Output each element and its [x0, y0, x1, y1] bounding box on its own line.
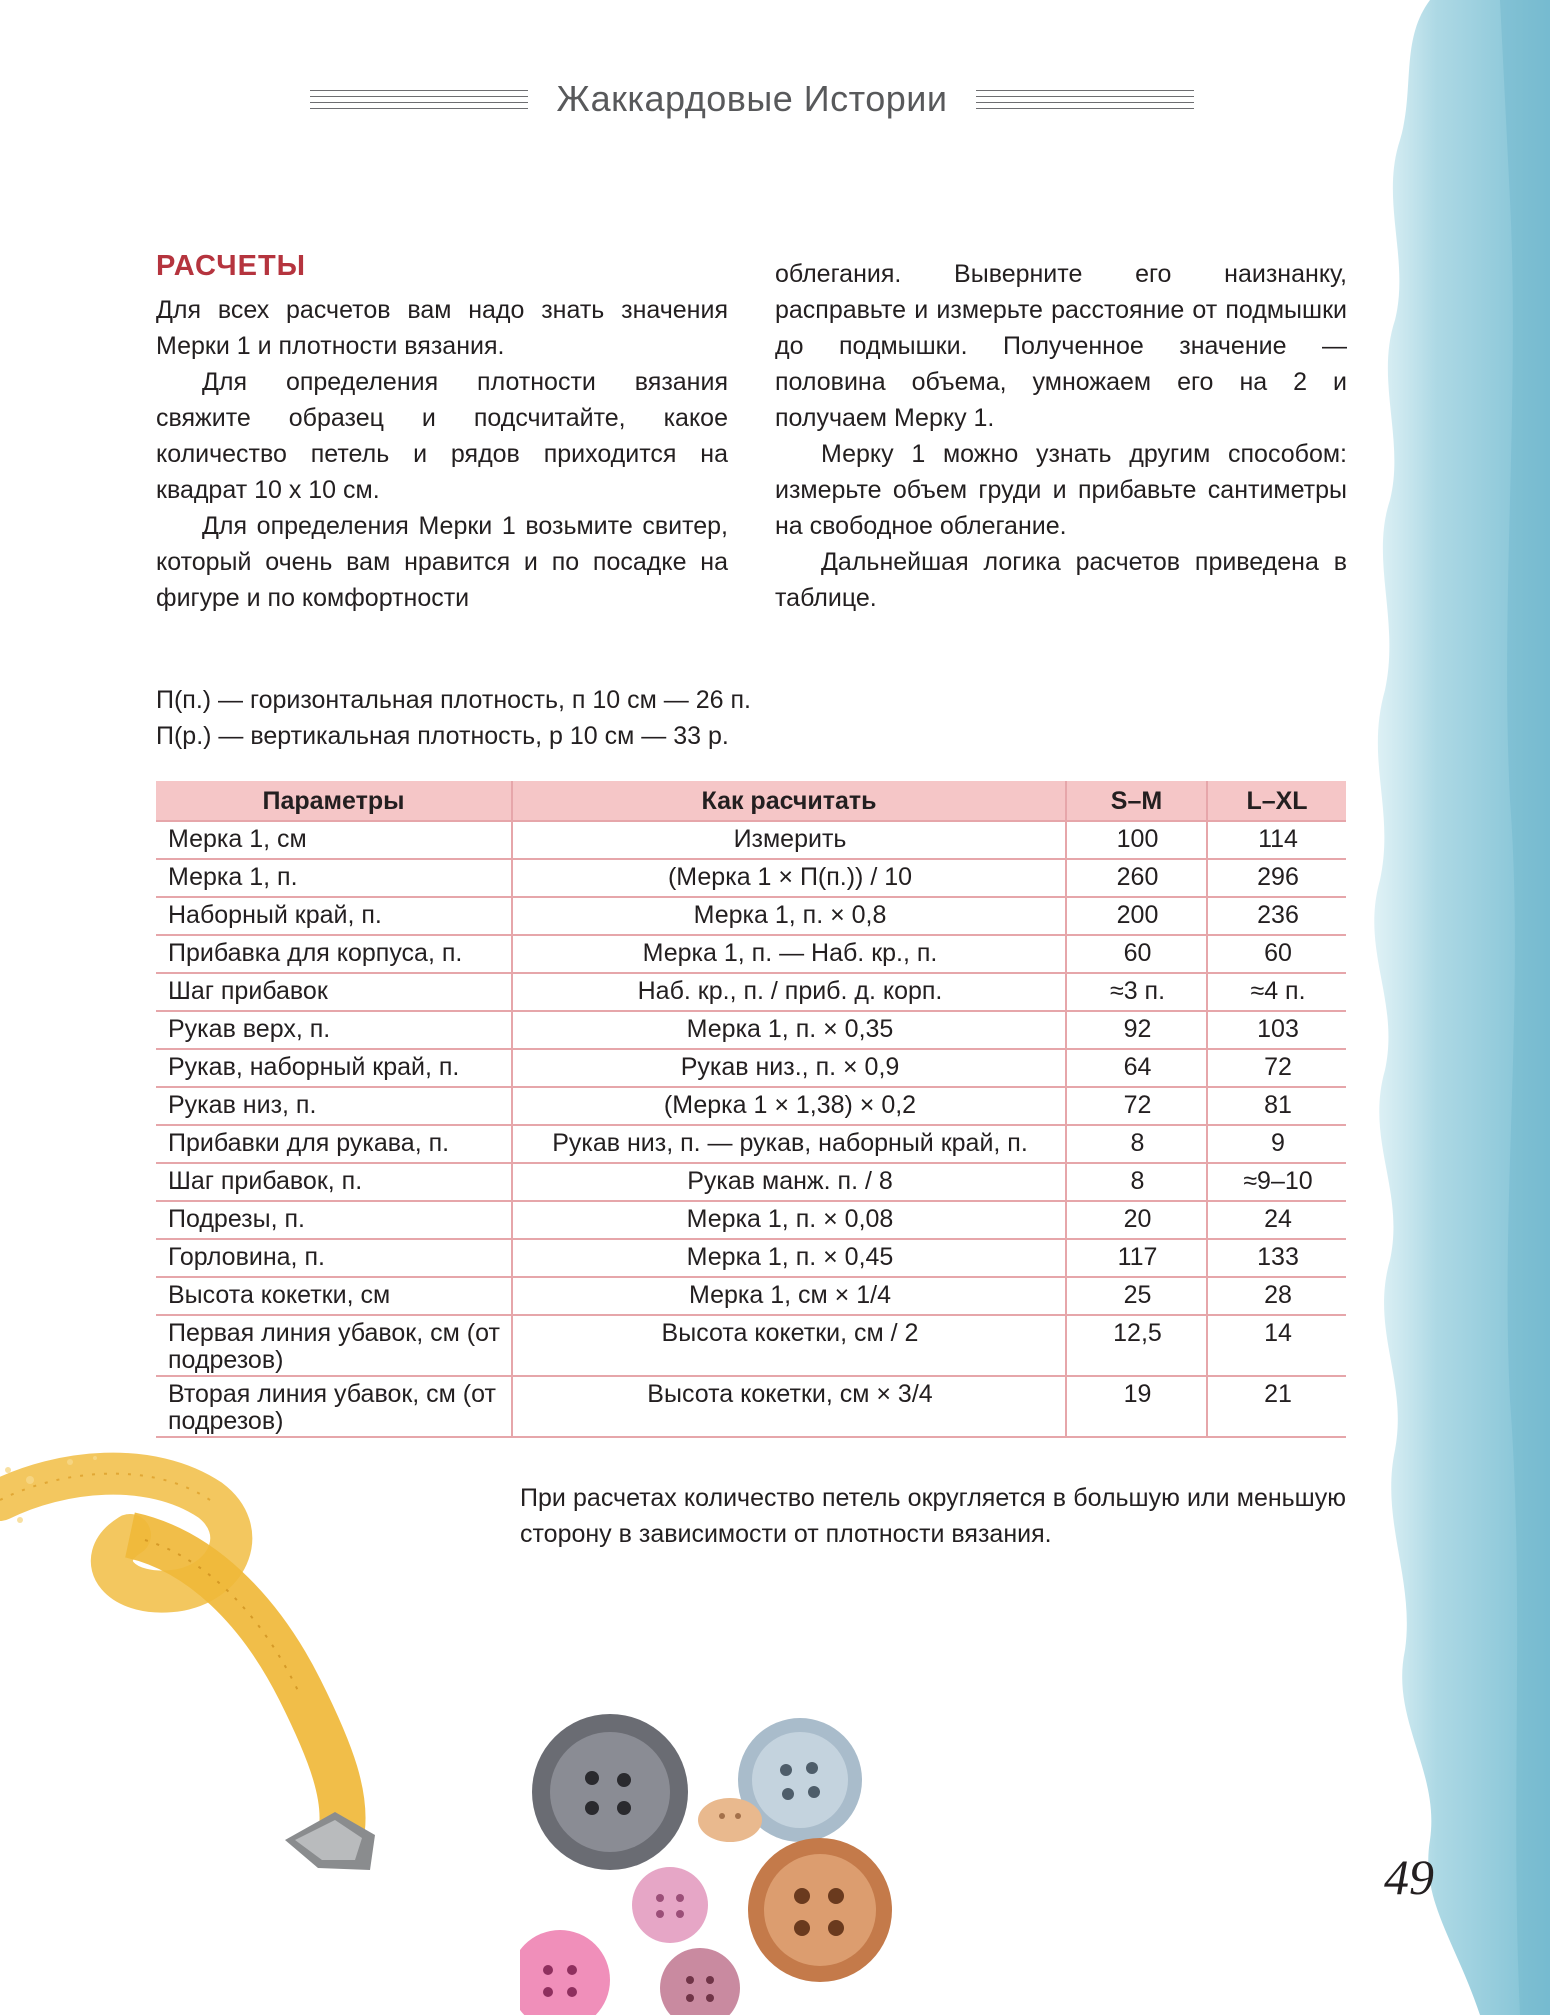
mauve-button [660, 1948, 740, 2015]
formula-cell: Мерка 1, п. — Наб. кр., п. [512, 935, 1066, 973]
size-l-xl-cell: 133 [1207, 1239, 1346, 1277]
size-l-xl-cell: 114 [1207, 821, 1346, 859]
size-s-m-cell: 8 [1066, 1125, 1207, 1163]
parameter-cell: Подрезы, п. [156, 1201, 512, 1239]
horizontal-density: П(п.) — горизонтальная плотность, п 10 см — 26 п. [156, 686, 751, 714]
table-row [156, 1011, 1346, 1049]
density-legend [156, 682, 751, 754]
pink-button [520, 1930, 610, 2015]
size-s-m-cell: 19 [1066, 1376, 1207, 1437]
table-row [156, 821, 1346, 859]
parameter-cell: Высота кокетки, см [156, 1277, 512, 1315]
header-rule-right [976, 90, 1194, 116]
calculation-table [156, 781, 1346, 1438]
size-l-xl-cell: 9 [1207, 1125, 1346, 1163]
intro-paragraph: Мерку 1 можно узнать другим способом: измерьте объем груди и прибавьте сантиметры на свободное облегание. [775, 440, 1347, 540]
table-row [156, 1277, 1346, 1315]
formula-cell: Мерка 1, п. × 0,35 [512, 1011, 1066, 1049]
formula-cell: Высота кокетки, см / 2 [512, 1315, 1066, 1376]
parameter-cell: Шаг прибавок, п. [156, 1163, 512, 1201]
parameter-cell: Шаг прибавок [156, 973, 512, 1011]
table-row [156, 1315, 1346, 1376]
buttons-illustration [520, 1710, 940, 2015]
formula-cell: Мерка 1, п. × 0,08 [512, 1201, 1066, 1239]
parameter-cell: Рукав, наборный край, п. [156, 1049, 512, 1087]
size-s-m-cell: 200 [1066, 897, 1207, 935]
running-header-title: Жаккардовые Истории [556, 78, 948, 119]
size-l-xl-cell: 24 [1207, 1201, 1346, 1239]
size-l-xl-cell: 103 [1207, 1011, 1346, 1049]
formula-cell: Высота кокетки, см × 3/4 [512, 1376, 1066, 1437]
size-s-m-cell: 72 [1066, 1087, 1207, 1125]
size-s-m-cell: 64 [1066, 1049, 1207, 1087]
parameter-cell: Наборный край, п. [156, 897, 512, 935]
formula-cell: Рукав низ, п. — рукав, наборный край, п. [512, 1125, 1066, 1163]
column-header-parameters: Параметры [156, 781, 512, 821]
table-row [156, 1125, 1346, 1163]
formula-cell: (Мерка 1 × П(п.)) / 10 [512, 859, 1066, 897]
section-heading: РАСЧЕТЫ [156, 250, 307, 282]
size-s-m-cell: 92 [1066, 1011, 1207, 1049]
parameter-cell: Вторая линия убавок, см (от подрезов) [156, 1376, 512, 1437]
table-row [156, 897, 1346, 935]
parameter-cell: Прибавки для рукава, п. [156, 1125, 512, 1163]
rounding-note: При расчетах количество петель округляется в большую или меньшую сторону в зависимости от плотности вязания. [520, 1484, 1346, 1548]
size-s-m-cell: 8 [1066, 1163, 1207, 1201]
size-l-xl-cell: 236 [1207, 897, 1346, 935]
parameter-cell: Мерка 1, см [156, 821, 512, 859]
parameter-cell: Мерка 1, п. [156, 859, 512, 897]
intro-left-column [156, 292, 728, 616]
column-header-formula: Как расчитать [512, 781, 1066, 821]
column-header-size-s-m: S–M [1066, 781, 1207, 821]
table-row [156, 1087, 1346, 1125]
formula-cell: Мерка 1, п. × 0,8 [512, 897, 1066, 935]
table-row [156, 1163, 1346, 1201]
table-row [156, 1376, 1346, 1437]
pink-button [632, 1867, 708, 1943]
table-row [156, 1239, 1346, 1277]
parameter-cell: Горловина, п. [156, 1239, 512, 1277]
formula-cell: (Мерка 1 × 1,38) × 0,2 [512, 1087, 1066, 1125]
table-row [156, 1201, 1346, 1239]
size-s-m-cell: 117 [1066, 1239, 1207, 1277]
formula-cell: Рукав низ., п. × 0,9 [512, 1049, 1066, 1087]
table-row [156, 859, 1346, 897]
size-l-xl-cell: 60 [1207, 935, 1346, 973]
size-l-xl-cell: 14 [1207, 1315, 1346, 1376]
size-l-xl-cell: 72 [1207, 1049, 1346, 1087]
size-l-xl-cell: ≈9–10 [1207, 1163, 1346, 1201]
table-body [156, 821, 1346, 1437]
size-s-m-cell: 20 [1066, 1201, 1207, 1239]
parameter-cell: Рукав низ, п. [156, 1087, 512, 1125]
size-l-xl-cell: 28 [1207, 1277, 1346, 1315]
formula-cell: Наб. кр., п. / приб. д. корп. [512, 973, 1066, 1011]
table-row [156, 935, 1346, 973]
column-header-size-l-xl: L–XL [1207, 781, 1346, 821]
small-tan-button [698, 1798, 762, 1842]
intro-paragraph: Для всех расчетов вам надо знать значения Мерки 1 и плотности вязания. [156, 296, 728, 360]
size-s-m-cell: 12,5 [1066, 1315, 1207, 1376]
measuring-tape-illustration [0, 1440, 420, 1870]
grey-button [532, 1714, 688, 1870]
size-s-m-cell: 60 [1066, 935, 1207, 973]
size-l-xl-cell: 296 [1207, 859, 1346, 897]
parameter-cell: Рукав верх, п. [156, 1011, 512, 1049]
size-l-xl-cell: 81 [1207, 1087, 1346, 1125]
brown-button [748, 1838, 892, 1982]
formula-cell: Мерка 1, см × 1/4 [512, 1277, 1066, 1315]
formula-cell: Измерить [512, 821, 1066, 859]
size-s-m-cell: ≈3 п. [1066, 973, 1207, 1011]
watercolor-edge [1360, 0, 1550, 2015]
table-row [156, 973, 1346, 1011]
size-l-xl-cell: 21 [1207, 1376, 1346, 1437]
parameter-cell: Первая линия убавок, см (от подрезов) [156, 1315, 512, 1376]
intro-paragraph: Дальнейшая логика расчетов приведена в таблице. [775, 548, 1347, 612]
formula-cell: Рукав манж. п. / 8 [512, 1163, 1066, 1201]
size-s-m-cell: 25 [1066, 1277, 1207, 1315]
size-s-m-cell: 100 [1066, 821, 1207, 859]
intro-paragraph: облегания. Выверните его наизнанку, расправьте и измерьте расстояние от подмышки до подмышки. Полученное значение — половина объема, умножаем его на 2 и получаем Мерку 1. [775, 260, 1347, 432]
vertical-density: П(р.) — вертикальная плотность, р 10 см — 33 р. [156, 722, 729, 750]
table-row [156, 1049, 1346, 1087]
intro-right-column [775, 256, 1347, 616]
parameter-cell: Прибавка для корпуса, п. [156, 935, 512, 973]
table-header-row [156, 781, 1346, 821]
intro-paragraph: Для определения Мерки 1 возьмите свитер, который очень вам нравится и по посадке на фигуре и по комфортности [156, 512, 728, 612]
running-header [310, 76, 1194, 128]
formula-cell: Мерка 1, п. × 0,45 [512, 1239, 1066, 1277]
intro-paragraph: Для определения плотности вязания свяжите образец и подсчитайте, какое количество петель и рядов приходится на квадрат 10 х 10 см. [156, 368, 728, 504]
page-number: 49 [1384, 1849, 1434, 1905]
size-l-xl-cell: ≈4 п. [1207, 973, 1346, 1011]
size-s-m-cell: 260 [1066, 859, 1207, 897]
